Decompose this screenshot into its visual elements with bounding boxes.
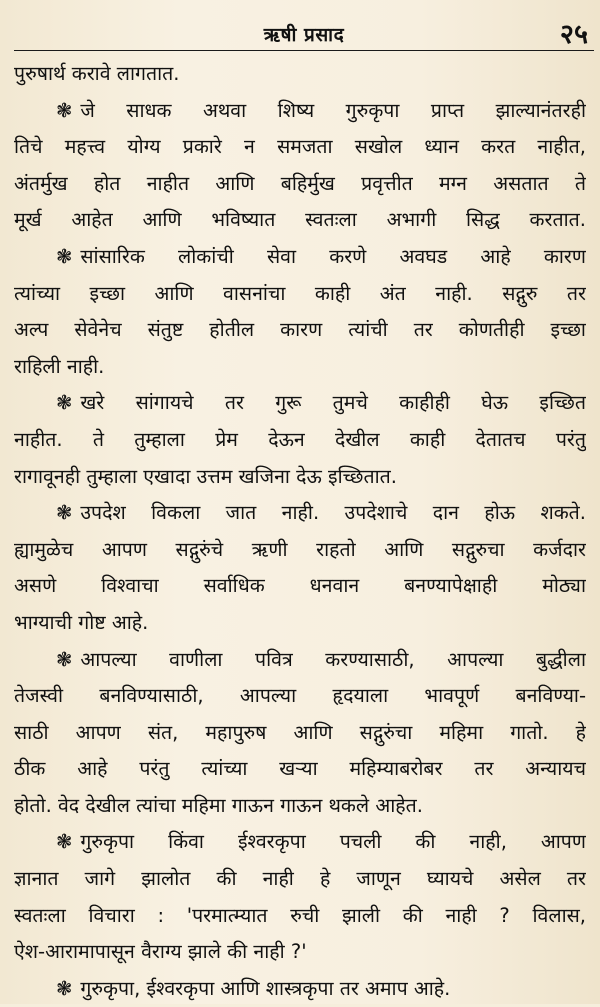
- text-line: भाग्याची गोष्ट आहे.: [14, 610, 149, 634]
- running-header: [14, 0, 594, 51]
- text-line: पुरुषार्थ करावे लागतात.: [14, 62, 180, 85]
- text-line: मूर्ख आहेत आणि भविष्यात स्वतःला अभागी सिद्ध करतात.: [14, 208, 586, 232]
- flower-bullet-icon: ❃: [56, 976, 73, 1000]
- text-line: साठी आपण संत, महापुरुष आणि सद्गुरुंचा महिमा गातो. हे: [14, 720, 586, 744]
- text-line: अल्प सेवेनेच संतुष्ट होतील कारण त्यांची तर कोणतीही इच्छा: [14, 318, 586, 342]
- page-number: २५: [559, 19, 588, 50]
- flower-bullet-icon: ❃: [56, 391, 73, 415]
- flower-bullet-icon: ❃: [56, 98, 73, 122]
- text-line: ❃ गुरुकृपा किंवा ईश्वरकृपा पचली की नाही, आपण: [56, 830, 586, 854]
- text-line: ❃ खरे सांगायचे तर गुरू तुमचे काहीही घेऊ इच्छित: [56, 391, 586, 415]
- text-line: त्यांच्या इच्छा आणि वासनांचा काही अंत नाही. सद्गुरु तर: [14, 281, 586, 305]
- text-line: होतो. वेद देखील त्यांचा महिमा गाऊन गाऊन थकले आहेत.: [14, 793, 423, 817]
- text-line: अंतर्मुख होत नाहीत आणि बहिर्मुख प्रवृत्तीत मग्न असतात ते: [14, 171, 586, 195]
- text-line: रागावूनही तुम्हाला एखादा उत्तम खजिना देऊ इच्छितात.: [14, 464, 397, 488]
- text-line: नाहीत. ते तुम्हाला प्रेम देऊन देखील काही देतातच परंतु: [14, 427, 586, 451]
- text-line: ❃ आपल्या वाणीला पवित्र करण्यासाठी, आपल्या बुद्धीला: [56, 647, 586, 671]
- flower-bullet-icon: ❃: [56, 501, 73, 525]
- book-title: ऋषी प्रसाद: [263, 24, 345, 46]
- text-line: ❃ उपदेश विकला जात नाही. उपदेशाचे दान होऊ शकते.: [56, 501, 586, 525]
- flower-bullet-icon: ❃: [56, 647, 73, 671]
- text-line: स्वतःला विचारा : 'परमात्म्यात रुची झाली की नाही ? विलास,: [14, 903, 586, 927]
- text-line: तिचे महत्त्व योग्य प्रकारे न समजता सखोल ध्यान करत नाहीत,: [14, 135, 586, 159]
- text-line: तेजस्वी बनविण्यासाठी, आपल्या हृदयाला भावपूर्ण बनविण्या-: [14, 684, 586, 708]
- text-line: राहिली नाही.: [14, 354, 105, 378]
- body-text: [14, 56, 586, 1007]
- text-line: ज्ञानात जागे झालोत की नाही हे जाणून घ्यायचे असेल तर: [14, 867, 586, 891]
- flower-bullet-icon: ❃: [56, 244, 73, 268]
- text-line: ऐश-आरामापासून वैराग्य झाले की नाही ?': [14, 940, 307, 964]
- text-line: असणे विश्वाचा सर्वाधिक धनवान बनण्यापेक्षाही मोठ्या: [14, 574, 586, 598]
- text-line: ❃ गुरुकृपा, ईश्वरकृपा आणि शास्त्रकृपा तर अमाप आहे.: [56, 976, 451, 1000]
- text-line: ❃ सांसारिक लोकांची सेवा करणे अवघड आहे कारण: [56, 244, 586, 268]
- text-line: ❃ जे साधक अथवा शिष्य गुरुकृपा प्राप्त झाल्यानंतरही: [56, 98, 586, 122]
- flower-bullet-icon: ❃: [56, 830, 73, 854]
- text-line: ठीक आहे परंतु त्यांच्या खऱ्या महिम्याबरोबर तर अन्यायच: [14, 757, 586, 781]
- text-line: ह्यामुळेच आपण सद्गुरुंचे ऋणी राहतो आणि सद्गुरुचा कर्जदार: [14, 537, 586, 561]
